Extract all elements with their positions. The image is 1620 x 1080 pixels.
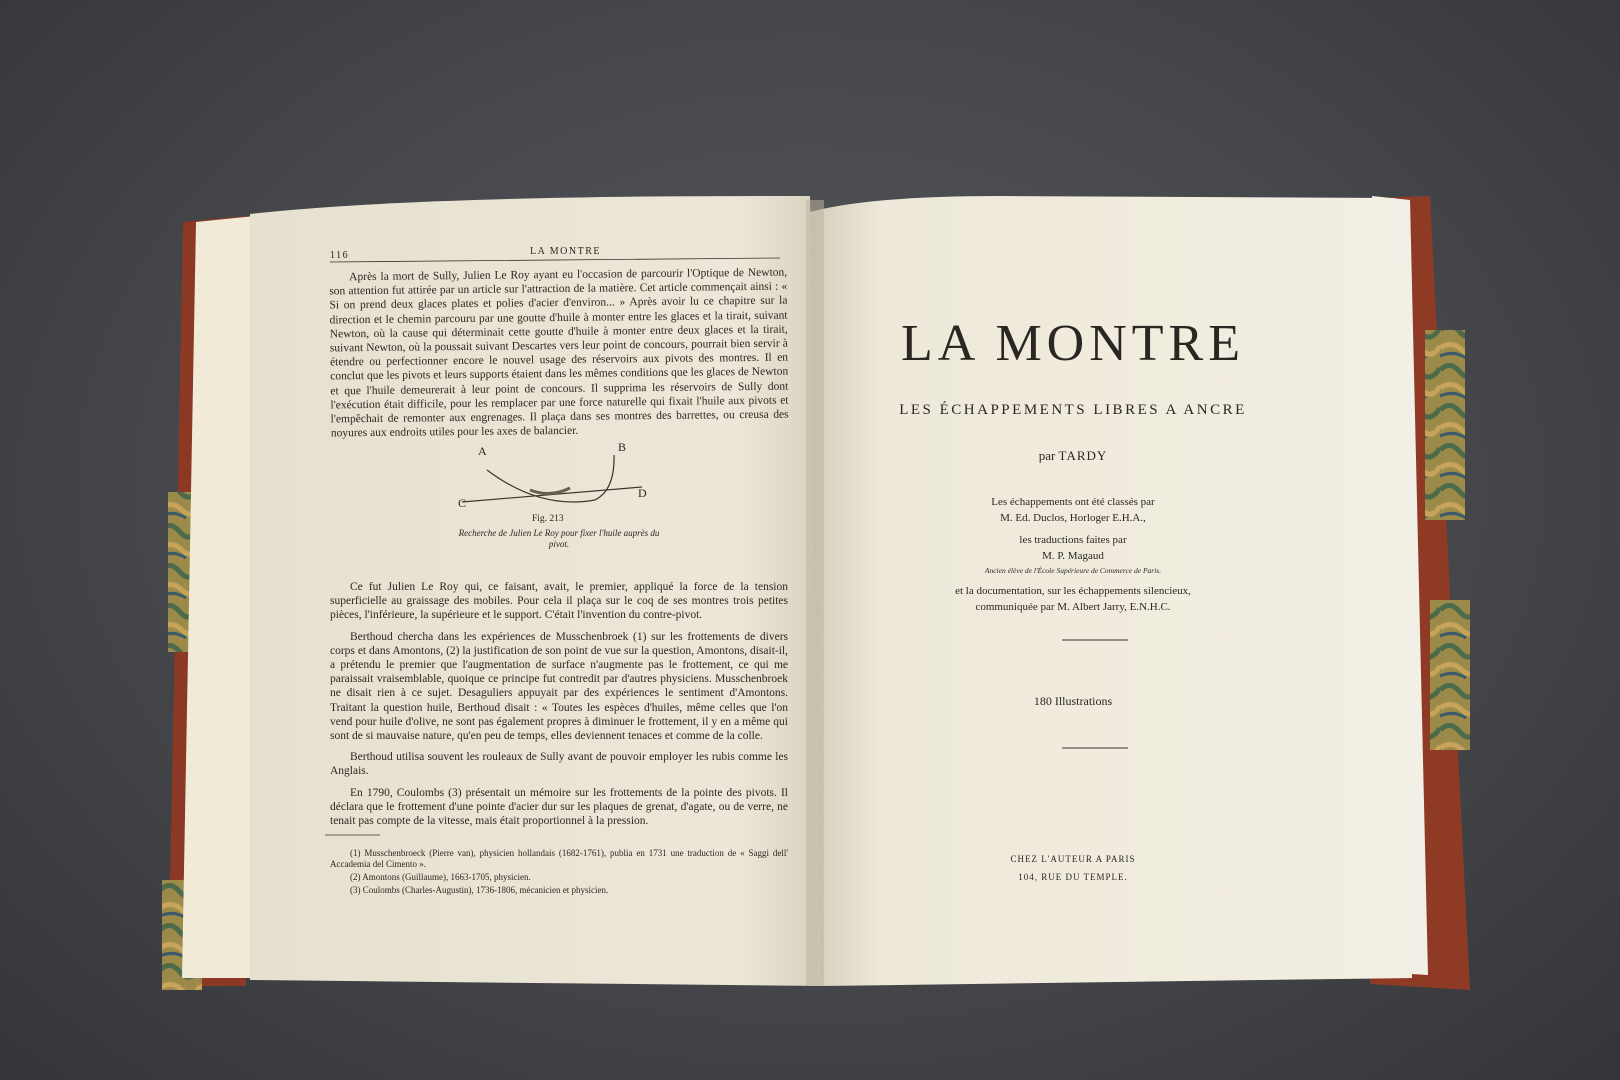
paragraph: En 1790, Coulombs (3) présentait un mémoire sur les frottements de la pointe des pivots. Il déclara que le frottement d'une pointe d'acier dur sur les plaques de grenat, d'agate, ou de verre, ne tenait pas compte de la vitesse, mais était proportionnel à la pression. [330, 786, 788, 828]
illustration-count: 180 Illustrations [1033, 694, 1113, 708]
publisher-line: 104, RUE DU TEMPLE. [1018, 872, 1128, 882]
marble-right [1425, 330, 1465, 520]
credit-line: communiquée par M. Albert Jarry, E.N.H.C. [975, 601, 1171, 613]
paragraph: Berthoud chercha dans les expériences de Musschenbroek (1) sur les frottements de divers corps et dans Amontons, (2) la justification de son point de vue sur la question, Amontons, disait-il, a prétendu le premier que l'augmentation de surface n'augmente pas le frottement, ce qui me paraissait vraisemblable, quoique ce principe fut contredit par d'autres physiciens. Musschenbroek ne disait rien à ce sujet. Desaguliers appuyait par des expériences le sentiment d'Amontons. Traitant la question huile, Berthoud disait : « Toutes les espèces d'huiles, même celles que l'on vend pour huile d'olive, ne sont pas également propres à diminuer le frottement, il y en a même qui sont de si mauvaise nature, qu'en peu de temps, elles deviennent tenaces et comme de la colle. [330, 630, 788, 743]
credit-line: M. P. Magaud [1042, 550, 1104, 562]
paragraph: Ce fut Julien Le Roy qui, ce faisant, avait, le premier, appliqué la force de la tension superficielle au graissage des mobiles. Pour cela il plaça sur le coq de ses montres trois petites pièces, l'inférieure, la supérieure et le support. C'était l'invention du contre-pivot. [330, 581, 788, 622]
author-line [858, 448, 1288, 464]
publisher-line: CHEZ L'AUTEUR A PARIS [1010, 854, 1136, 864]
figure-number: Fig. 213 [532, 514, 564, 524]
credit-line: M. Ed. Duclos, Horloger E.H.A., [1000, 512, 1146, 524]
fig-label-d: D [638, 486, 647, 500]
credit-line: Les échappements ont été classés par [991, 496, 1155, 508]
footnote: (1) Musschenbroeck (Pierre van), physicien hollandais (1682-1761), publia en 1731 une traduction de « Saggi dell' Accademia del Cimento ». [330, 848, 788, 869]
paragraph: Berthoud utilisa souvent les rouleaux de Sully avant de pouvoir employer les rubis comme les Anglais. [330, 751, 788, 778]
fig-label-c: C [458, 496, 467, 510]
footnote: (3) Coulombs (Charles-Augustin), 1736-1806, mécanicien et physicien. [350, 885, 609, 895]
left-text-block-1 [329, 266, 789, 448]
credit-line: Ancien élève de l'École Supérieure de Commerce de Paris. [984, 566, 1162, 575]
figure-caption: Recherche de Julien Le Roy pour fixer l'huile auprès du pivot. [458, 528, 660, 549]
fig-label-a: A [478, 444, 487, 458]
credit-line: et la documentation, sur les échappements silencieux, [955, 585, 1191, 597]
footnotes [330, 848, 788, 898]
author-name: TARDY [1058, 448, 1108, 463]
book-subtitle: LES ÉCHAPPEMENTS LIBRES A ANCRE [899, 402, 1247, 418]
left-text-block-2 [330, 580, 788, 835]
gutter-shadow [806, 200, 824, 986]
running-head: LA MONTRE [530, 246, 601, 257]
book-title: LA MONTRE [901, 315, 1245, 372]
fig-label-b: B [618, 440, 627, 454]
credit-line: les traductions faites par [1019, 534, 1127, 546]
marble-right-2 [1430, 600, 1470, 750]
paragraph: Après la mort de Sully, Julien Le Roy ayant eu l'occasion de parcourir l'Optique de Newton, son attention fut attirée par un article sur l'attraction de la matière. Cet article commençait ainsi : « Si on prend deux glaces plates et polies d'acier d'environ... » Après avoir lu ce chapitre sur la direction et le chemin parcouru par une goutte d'huile à monter entre les glaces et la tirait, suivant Newton, où la cause qui déterminait cette goutte d'huile à monter entre deux glaces et la tirait, suivant Newton, où la poussait suivant Descartes vers leur point de concours, pourrait bien servir à étendre ou perfectionner encore le nouvel usage des réservoirs aux pivots des montres. Il en conclut que les pivots et leurs supports étaient dans les mêmes conditions que les glaces de Newton et que l'huile demeurerait à leur point de concours. Il supprima les réservoirs de Sully dont l'exécution était difficile, pour les remplacer par une force naturelle qui fixait l'huile aux pivots et l'empêchait de remonter aux engrenages. Il plaça dans ses montres des barrettes, ou creusa des noyures aux endroits utiles pour les axes de balancier. [329, 266, 789, 440]
page-number: 116 [330, 250, 350, 261]
footnote: (2) Amontons (Guillaume), 1663-1705, physicien. [350, 872, 531, 882]
author-prefix: par [1038, 448, 1056, 463]
